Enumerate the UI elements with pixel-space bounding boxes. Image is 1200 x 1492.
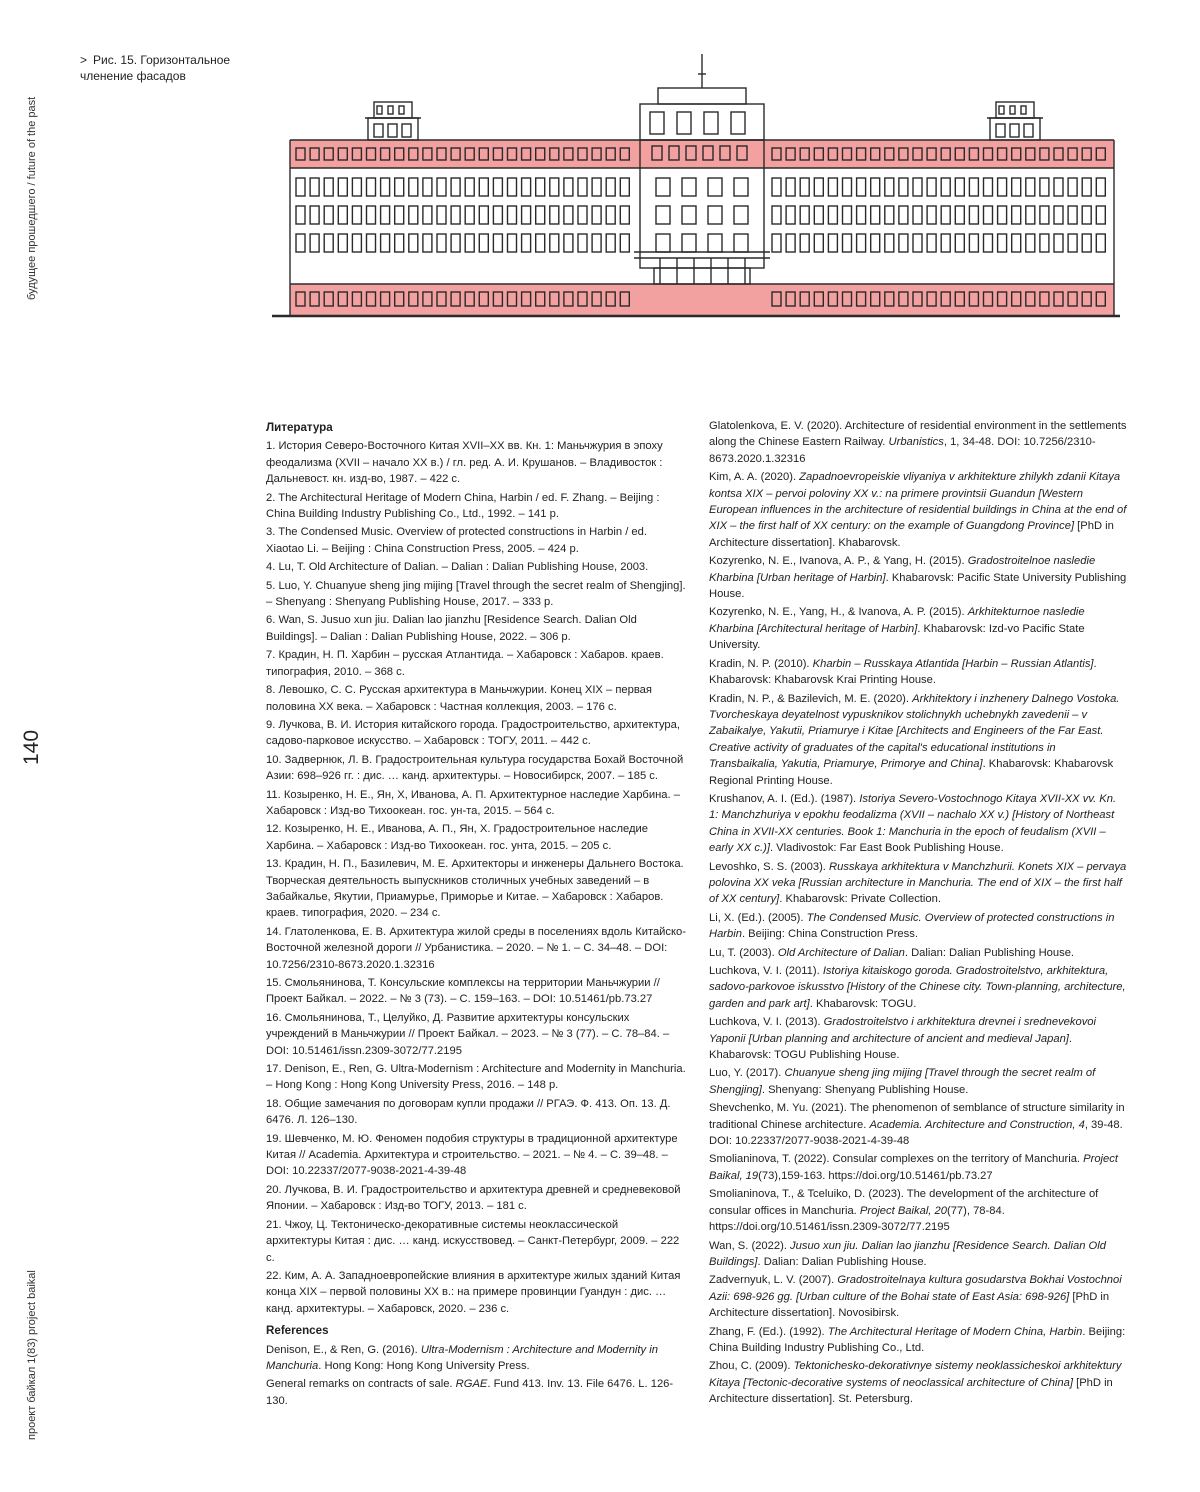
window-left	[409, 234, 418, 252]
literature-item: 17. Denison, E., Ren, G. Ultra-Modernism : Architecture and Modernity in Manchuria. – Hong Kong : Hong Kong University Press, 2016. – 148 p.	[266, 1063, 686, 1092]
window-left	[522, 178, 531, 196]
window-right	[843, 206, 852, 224]
tower-upper	[658, 88, 746, 104]
literature-item: 21. Чжоу, Ц. Тектоническо-декоративные системы неоклассической архитектуры Китая : дис. … канд. искусствовед. – Санкт-Петербург, 2009. – 222 с.	[266, 1218, 680, 1264]
window-left	[536, 234, 545, 252]
reference-item: Wan, S. (2022). Jusuo xun jiu. Dalian lao jianzhu [Residence Search. Dalian Old Buildings]. Dalian: Dalian Publishing House.	[709, 1239, 1106, 1268]
window-left	[395, 234, 404, 252]
lower-band	[290, 284, 1114, 316]
window-left	[324, 178, 333, 196]
window-left	[620, 178, 629, 196]
window-left	[493, 206, 502, 224]
window-right	[885, 234, 894, 252]
references-heading: References	[266, 1324, 329, 1338]
journal-label: проект байкал 1(83) project baikal	[26, 1270, 38, 1440]
literature-item: 19. Шевченко, М. Ю. Феномен подобия структуры в традиционной архитектуре Китая // Academia. Архитектура и строительство. – 2021. – № 4. – С. 39–48. – DOI: 10.22337/2077-9038-2021-4-39-48	[266, 1132, 678, 1178]
central-window	[734, 206, 748, 224]
window-right	[969, 178, 978, 196]
window-left	[522, 234, 531, 252]
literature-item: 13. Крадин, Н. П., Базилевич, М. Е. Архитекторы и инженеры Дальнего Востока. Творческая деятельность выпускников столичных учебных заведений – в Забайкалье, Якутии, Приамурье, Приморье и Китае. – Хабаровск : Хабаров. краев. типография, 2020. – 234 с.	[266, 858, 684, 920]
reference-item: Lu, T. (2003). Old Architecture of Dalian. Dalian: Dalian Publishing House.	[709, 946, 1075, 959]
window-right	[1082, 206, 1091, 224]
literature-item: 22. Ким, А. А. Западноевропейские влияния в архитектуре жилых зданий Китая конца XIX – первой половины XX в.: на примере провинции Гуандун : дис. … канд. архитектуры. – Хабаровск, 2020. – 236 с.	[266, 1269, 681, 1315]
reference-item: Kradin, N. P., & Bazilevich, M. E. (2020). Arkhitektory i inzhenery Dalnego Vostoka. Tvorcheskaya deyatelnost vypusknikov stolichnykh uchebnykh zavedenii – v Zabaikalye, Yakutii, Priamurye i Kitae [Architects and Engineers of the Far East. Creative activity of graduates of the capital's educational institutions in Transbaikalia, Yakutia, Priamurye, Primorye and China]. Khabarovsk: Khabarovsk Regional Printing House.	[709, 692, 1120, 787]
window-right	[1068, 206, 1077, 224]
window-right	[1096, 234, 1105, 252]
window-left	[437, 178, 446, 196]
window-right	[969, 234, 978, 252]
window-left	[493, 178, 502, 196]
window-right	[1082, 178, 1091, 196]
window-left	[409, 178, 418, 196]
window-left	[578, 234, 587, 252]
pavilion-vent	[1010, 106, 1015, 114]
window-right	[814, 206, 823, 224]
window-right	[899, 178, 908, 196]
pavilion-window	[1024, 124, 1033, 137]
window-left	[508, 178, 517, 196]
window-right	[772, 234, 781, 252]
window-right	[800, 206, 809, 224]
window-right	[814, 234, 823, 252]
window-right	[899, 206, 908, 224]
window-left	[437, 234, 446, 252]
window-right	[786, 206, 795, 224]
window-left	[352, 234, 361, 252]
window-right	[941, 206, 950, 224]
reference-item: Kozyrenko, N. E., Ivanova, A. P., & Yang, H. (2015). Gradostroitelnoe nasledie Kharbina [Urban heritage of Harbin]. Khabarovsk: Pacific State University Publishing House.	[709, 555, 1127, 601]
window-right	[1054, 206, 1063, 224]
window-right	[984, 234, 993, 252]
upper-band	[290, 140, 1114, 168]
literature-item: 10. Задвернюк, Л. В. Градостроительная культура государства Бохай Восточной Азии: 698–926 гг. : дис. … канд. архитектуры. – Новосибирск, 2007. – 185 с.	[266, 753, 684, 783]
window-left	[451, 206, 460, 224]
window-left	[338, 234, 347, 252]
reference-item: General remarks on contracts of sale. RGAE. Fund 413. Inv. 13. File 6476. L. 126-130.	[266, 1378, 674, 1407]
window-left	[451, 178, 460, 196]
window-left	[465, 234, 474, 252]
window-right	[843, 178, 852, 196]
window-left	[564, 234, 573, 252]
facade-drawing	[268, 44, 1124, 334]
window-left	[536, 178, 545, 196]
pavilion-window	[1010, 124, 1019, 137]
literature-item: 9. Лучкова, В. И. История китайского города. Градостроительство, архитектура, садово-парковое искусство. – Хабаровск : ТОГУ, 2011. – 442 с.	[266, 718, 680, 748]
pavilion-window	[996, 124, 1005, 137]
reference-item: Zadvernyuk, L. V. (2007). Gradostroitelnaya kultura gosudarstva Bokhai Vostochnoi Azii: 698-926 gg. [Urban culture of the Bohai state of East Asia: 698-926] [PhD in Architecture dissertation]. Novosibirsk.	[709, 1274, 1122, 1320]
window-right	[1040, 206, 1049, 224]
window-left	[367, 178, 376, 196]
literature-item: 8. Левошко, С. С. Русская архитектура в Маньчжурии. Конец XIX – первая половина XX века. – Хабаровск : Частная коллекция, 2003. – 176 с.	[266, 684, 652, 713]
window-right	[857, 206, 866, 224]
window-right	[913, 234, 922, 252]
central-window	[708, 206, 722, 224]
central-window	[734, 178, 748, 196]
window-left	[381, 178, 390, 196]
central-window	[656, 234, 670, 252]
window-right	[927, 234, 936, 252]
tower-window	[731, 112, 745, 134]
references-column-right	[709, 418, 1127, 1410]
window-left	[620, 234, 629, 252]
window-right	[955, 234, 964, 252]
window-right	[772, 206, 781, 224]
reference-item: Levoshko, S. S. (2003). Russkaya arkhitektura v Manchzhurii. Konets XIX – pervaya polovina XX veka [Russian architecture in Manchuria. The end of XIX – the first half of XX century]. Khabarovsk: Private Collection.	[709, 860, 1127, 906]
running-head: будущее прошедшего / future of the past	[26, 96, 38, 300]
window-right	[828, 234, 837, 252]
window-left	[465, 206, 474, 224]
literature-item: 7. Крадин, Н. П. Харбин – русская Атлантида. – Хабаровск : Хабаров. краев. типография, 2010. – 368 с.	[266, 649, 664, 678]
window-right	[998, 206, 1007, 224]
window-right	[1096, 206, 1105, 224]
window-left	[522, 206, 531, 224]
window-left	[465, 178, 474, 196]
window-right	[1040, 178, 1049, 196]
window-left	[296, 206, 305, 224]
window-left	[310, 234, 319, 252]
window-left	[296, 178, 305, 196]
literature-item: 15. Смольянинова, Т. Консульские комплексы на территории Маньчжурии // Проект Байкал. – 2022. – № 3 (73). – С. 159–163. – DOI: 10.51461/pb.73.27	[266, 977, 660, 1006]
window-left	[423, 234, 432, 252]
window-right	[814, 178, 823, 196]
window-right	[984, 206, 993, 224]
window-left	[381, 234, 390, 252]
window-left	[310, 206, 319, 224]
window-right	[927, 178, 936, 196]
window-right	[885, 178, 894, 196]
reference-item: Kozyrenko, N. E., Yang, H., & Ivanova, A. P. (2015). Arkhitekturnoe nasledie Kharbina [Architectural heritage of Harbin]. Khabarovsk: Izd-vo Pacific State University.	[709, 606, 1085, 652]
window-left	[367, 206, 376, 224]
window-left	[296, 234, 305, 252]
window-right	[857, 178, 866, 196]
window-right	[857, 234, 866, 252]
window-left	[592, 206, 601, 224]
window-right	[1082, 234, 1091, 252]
window-right	[1012, 206, 1021, 224]
window-left	[338, 178, 347, 196]
window-right	[1012, 178, 1021, 196]
central-window	[656, 178, 670, 196]
reference-item: Denison, E., & Ren, G. (2016). Ultra-Modernism : Architecture and Modernity in Manchuria. Hong Kong: Hong Kong University Press.	[266, 1343, 658, 1372]
reference-item: Kim, A. A. (2020). Zapadnoevropeiskie vliyaniya v arkhitekture zhilykh zdanii Kitaya kontsa XIX – pervoi poloviny XX v.: na primere provintsii Guandun [Western European influences in the architecture of residential buildings in China at the end of XIX – the first half of XX century: on the example of Guangdong Province] [PhD in Architecture dissertation]. Khabarovsk.	[709, 471, 1127, 549]
pavilion-vent	[999, 106, 1004, 114]
window-right	[786, 234, 795, 252]
references-list-left	[266, 1342, 686, 1410]
pavilion-window	[388, 124, 397, 137]
tower-window	[677, 112, 691, 134]
pavilion-window	[374, 124, 383, 137]
window-right	[843, 234, 852, 252]
window-right	[871, 234, 880, 252]
window-right	[772, 178, 781, 196]
literature-item: 14. Глатоленкова, Е. В. Архитектура жилой среды в поселениях вдоль Китайско-Восточной железной дороги // Урбанистика. – 2020. – № 1. – С. 34–48. – DOI: 10.7256/2310-8673.2020.1.32316	[266, 925, 686, 971]
window-left	[352, 178, 361, 196]
window-right	[998, 234, 1007, 252]
window-right	[913, 206, 922, 224]
central-window	[708, 178, 722, 196]
references-list-right	[709, 418, 1127, 1408]
literature-item: 4. Lu, T. Old Architecture of Dalian. – Dalian : Dalian Publishing House, 2003.	[266, 561, 649, 574]
figure-caption	[80, 52, 270, 84]
window-left	[395, 206, 404, 224]
literature-item: 2. The Architectural Heritage of Modern China, Harbin / ed. F. Zhang. – Beijing : China Building Industry Publishing Co., Ltd., 1992. – 141 p.	[266, 491, 660, 521]
window-left	[381, 206, 390, 224]
window-left	[606, 206, 615, 224]
window-left	[493, 234, 502, 252]
literature-item: 20. Лучкова, В. И. Градостроительство и архитектура древней и средневековой Японии. – Хабаровск : Изд-во ТОГУ, 2013. – 181 с.	[266, 1183, 681, 1213]
window-right	[828, 178, 837, 196]
reference-item: Luo, Y. (2017). Chuanyue sheng jing mijing [Travel through the secret realm of Shengjing]. Shenyang: Shenyang Publishing House.	[709, 1067, 1096, 1096]
central-window	[682, 178, 696, 196]
window-right	[1026, 178, 1035, 196]
window-left	[338, 206, 347, 224]
window-left	[592, 234, 601, 252]
reference-item: Smolianinova, T. (2022). Consular complexes on the territory of Manchuria. Project Baikal, 19(73),159-163. https://doi.org/10.51461/pb.73.27	[709, 1153, 1118, 1182]
window-right	[969, 206, 978, 224]
window-right	[1068, 178, 1077, 196]
window-right	[800, 178, 809, 196]
pavilion-vent	[399, 106, 404, 114]
tower-window	[704, 112, 718, 134]
window-left	[592, 178, 601, 196]
window-right	[941, 178, 950, 196]
reference-item: Zhang, F. (Ed.). (1992). The Architectural Heritage of Modern China, Harbin. Beijing: China Building Industry Publishing Co., Ltd.	[709, 1325, 1126, 1354]
entrance-gap	[650, 268, 754, 284]
window-right	[1012, 234, 1021, 252]
window-left	[578, 206, 587, 224]
side-margin	[0, 0, 60, 1492]
caption-text: Рис. 15. Горизонтальное членение фасадов	[80, 53, 231, 83]
window-right	[998, 178, 1007, 196]
literature-item: 1. История Северо-Восточного Китая XVII–XX вв. Кн. 1: Маньчжурия в эпоху феодализма (XVII – начало XX в.) / гл. ред. А. И. Крушанов. – Владивосток : Дальневост. кн. изд-во, 1987. – 422 с.	[266, 440, 663, 486]
window-right	[913, 178, 922, 196]
window-right	[899, 234, 908, 252]
caption-arrow-icon: >	[80, 53, 88, 67]
window-left	[508, 234, 517, 252]
reference-item: Kradin, N. P. (2010). Kharbin – Russkaya Atlantida [Harbin – Russian Atlantis]. Khabarovsk: Khabarovsk Krai Printing House.	[709, 657, 1097, 687]
window-left	[550, 206, 559, 224]
window-left	[606, 178, 615, 196]
window-right	[1026, 234, 1035, 252]
central-window	[682, 206, 696, 224]
window-left	[564, 206, 573, 224]
window-right	[1068, 234, 1077, 252]
tower-window	[650, 112, 664, 134]
window-right	[941, 234, 950, 252]
pavilion-vent	[1021, 106, 1026, 114]
window-left	[479, 206, 488, 224]
window-left	[324, 234, 333, 252]
page-number: 140	[20, 729, 43, 765]
window-left	[508, 206, 517, 224]
reference-item: Smolianinova, T., & Tceluiko, D. (2023). The development of the architecture of consular offices in Manchuria. Project Baikal, 20(77), 78-84. https://doi.org/10.51461/issn.2309-3072/77.2195	[709, 1188, 1099, 1234]
window-left	[324, 206, 333, 224]
window-left	[550, 178, 559, 196]
central-window	[734, 234, 748, 252]
window-left	[310, 178, 319, 196]
central-window	[682, 234, 696, 252]
window-left	[578, 178, 587, 196]
window-right	[927, 206, 936, 224]
window-right	[1026, 206, 1035, 224]
window-left	[437, 206, 446, 224]
window-left	[367, 234, 376, 252]
reference-item: Glatolenkova, E. V. (2020). Architecture of residential environment in the settlements along the Chinese Eastern Railway. Urbanistics, 1, 34-48. DOI: 10.7256/2310-8673.2020.1.32316	[709, 420, 1127, 465]
window-right	[800, 234, 809, 252]
window-right	[955, 206, 964, 224]
window-left	[423, 178, 432, 196]
literature-item: 18. Общие замечания по договорам купли продажи // РГАЭ. Ф. 413. Оп. 13. Д. 6476. Л. 126–130.	[266, 1097, 671, 1127]
window-left	[451, 234, 460, 252]
window-left	[409, 206, 418, 224]
central-window	[708, 234, 722, 252]
window-left	[423, 206, 432, 224]
window-right	[1054, 234, 1063, 252]
literature-list	[266, 438, 686, 1317]
pavilion-vent	[388, 106, 393, 114]
pavilion-window	[402, 124, 411, 137]
window-right	[871, 178, 880, 196]
window-right	[955, 178, 964, 196]
window-left	[564, 178, 573, 196]
literature-item: 5. Luo, Y. Chuanyue sheng jing mijing [Travel through the secret realm of Shengjing]. – Shenyang : Shenyang Publishing House, 2017. – 333 p.	[266, 579, 686, 609]
literature-heading: Литература	[266, 421, 333, 434]
reference-item: Shevchenko, M. Yu. (2021). The phenomenon of semblance of structure similarity in traditional Chinese architecture. Academia. Architecture and Construction, 4, 39-48. DOI: 10.22337/2077-9038-2021-4-39-48	[709, 1102, 1125, 1148]
window-left	[620, 206, 629, 224]
literature-item: 3. The Condensed Music. Overview of protected constructions in Harbin / ed. Xiaotao Li. – Beijing : China Construction Press, 2005. – 424 p.	[266, 526, 647, 555]
window-left	[536, 206, 545, 224]
window-right	[984, 178, 993, 196]
window-right	[1096, 178, 1105, 196]
window-left	[606, 234, 615, 252]
reference-item: Li, X. (Ed.). (2005). The Condensed Music. Overview of protected constructions in Harbin. Beijing: China Construction Press.	[709, 911, 1115, 941]
window-left	[395, 178, 404, 196]
window-right	[786, 178, 795, 196]
pavilion-vent	[377, 106, 382, 114]
reference-item: Luchkova, V. I. (2013). Gradostroitelstvo i arkhitektura drevnei i srednevekovoi Yaponii [Urban planning and architecture of ancient and medieval Japan]. Khabarovsk: TOGU Publishing House.	[709, 1016, 1096, 1062]
literature-column-left	[266, 418, 686, 1411]
reference-item: Zhou, C. (2009). Tektonichesko-dekorativnye sistemy neoklassicheskoi arkhitektury Kitaya [Tectonic-decorative systems of neoclassical architecture of China] [PhD in Architecture dissertation]. St. Petersburg.	[709, 1360, 1122, 1406]
highlight-bands	[290, 140, 1114, 316]
literature-item: 6. Wan, S. Jusuo xun jiu. Dalian lao jianzhu [Residence Search. Dalian Old Buildings]. – Dalian : Dalian Publishing House, 2022. – 306 p.	[266, 614, 637, 643]
window-left	[352, 206, 361, 224]
window-left	[479, 178, 488, 196]
window-left	[479, 234, 488, 252]
window-right	[871, 206, 880, 224]
literature-item: 12. Козыренко, Н. Е., Иванова, А. П., Ян, Х. Градостроительное наследие Харбина. – Хабаровск : Изд-во Тихоокеан. гос. унта, 2015. – 205 с.	[266, 823, 649, 852]
central-window	[656, 206, 670, 224]
reference-item: Luchkova, V. I. (2011). Istoriya kitaiskogo goroda. Gradostroitelstvo, arkhitektura, sadovo-parkovoe iskusstvo [History of the Chinese city. Town-planning, architecture, garden and park art]. Khabarovsk: TOGU.	[709, 965, 1126, 1010]
window-right	[885, 206, 894, 224]
window-right	[1040, 234, 1049, 252]
reference-item: Krushanov, A. I. (Ed.). (1987). Istoriya Severo-Vostochnogo Kitaya XVII-XX vv. Kn. 1: Manchzhuriya v epokhu feodalizma (XVII – nachalo XX v.) [History of Northeast China in XVII-XX centuries. Book 1: Manchuria in the epoch of feudalism (XVII – early XX c.)]. Vladivostok: Far East Book Publishing House.	[709, 792, 1117, 855]
literature-item: 16. Смольянинова, Т., Целуйко, Д. Развитие архитектуры консульских учреждений в Маньчжурии // Проект Байкал. – 2023. – № 3 (77). – С. 78–84. – DOI: 10.51461/issn.2309-3072/77.2195	[266, 1011, 670, 1057]
window-left	[550, 234, 559, 252]
window-right	[1054, 178, 1063, 196]
literature-item: 11. Козыренко, Н. Е., Ян, Х, Иванова, А. П. Архитектурное наследие Харбина. – Хабаровск : Изд-во Тихоокеан. гос. ун-та, 2015. – 564 с.	[266, 788, 680, 817]
window-right	[828, 206, 837, 224]
